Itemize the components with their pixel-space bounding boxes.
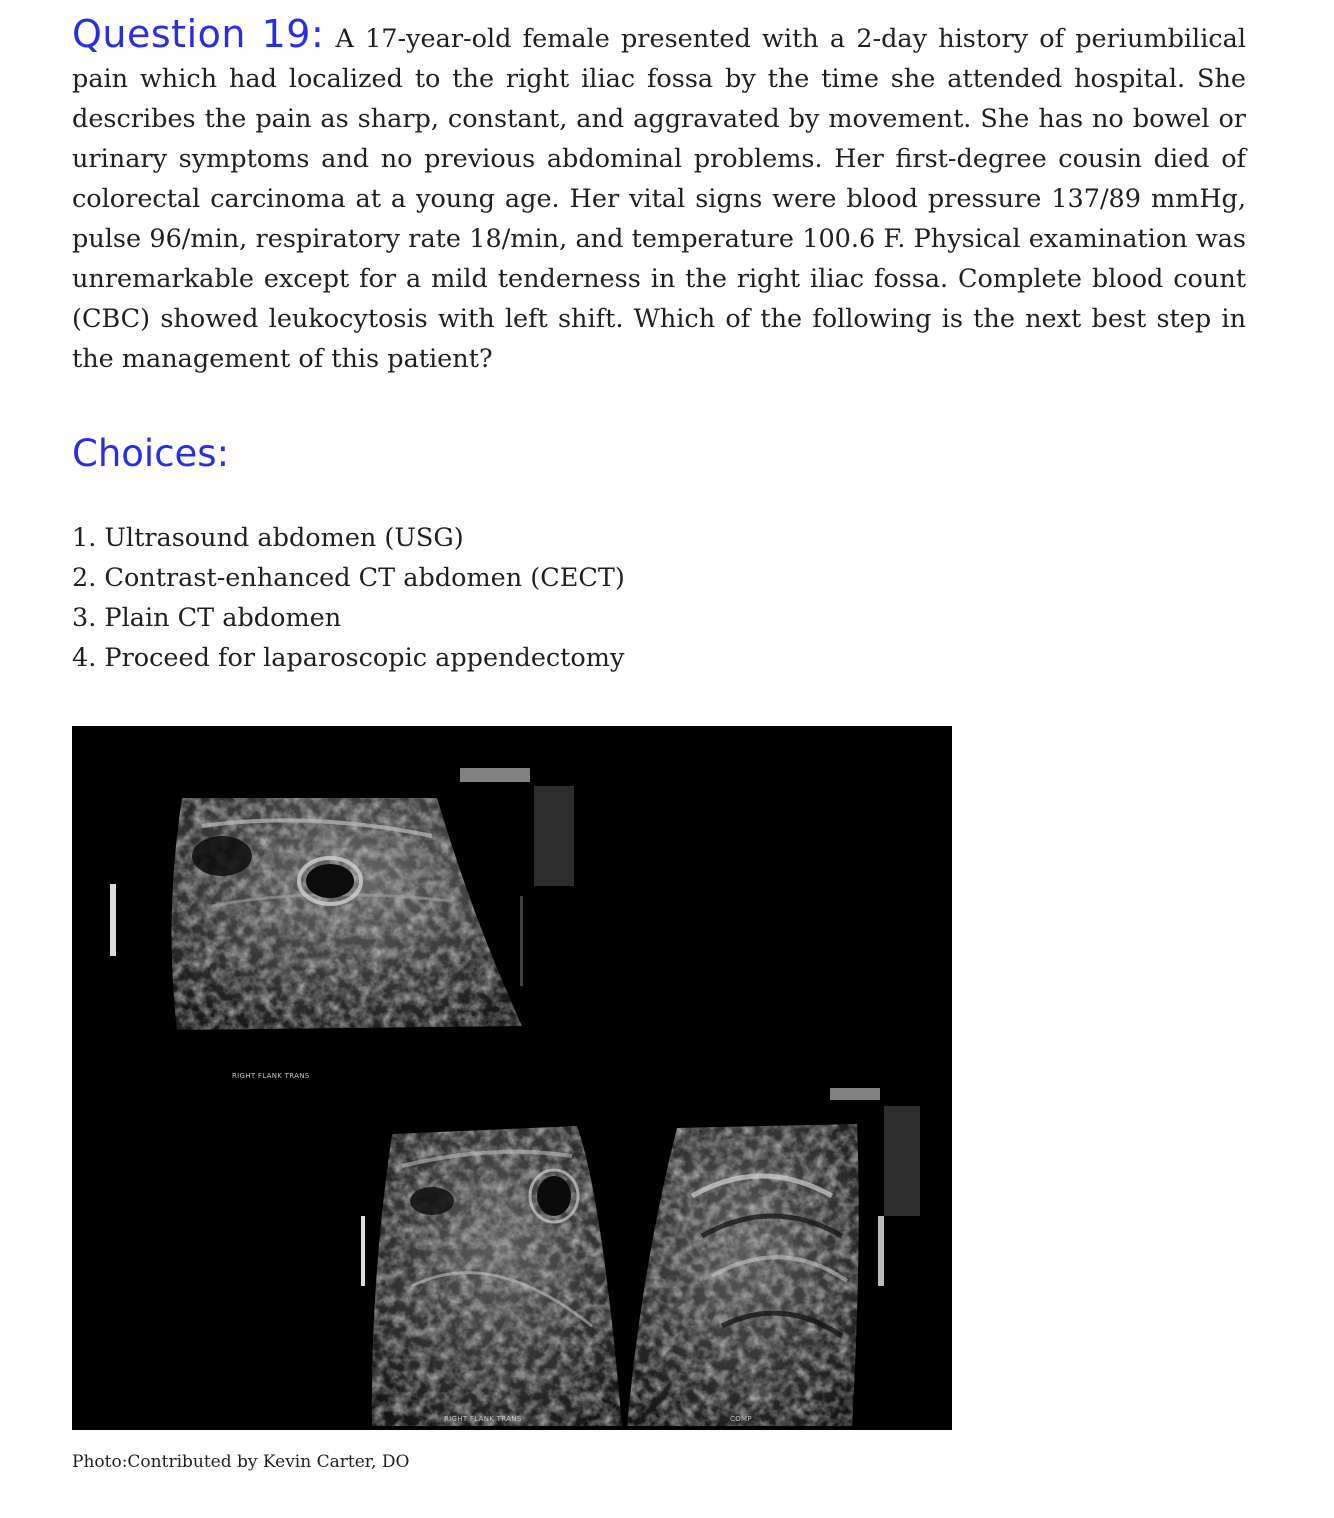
- panel-label-bottom-right: COMP: [730, 1415, 752, 1423]
- choices-list: [72, 518, 625, 678]
- panel-label-top: RIGHT FLANK TRANS: [232, 1072, 310, 1080]
- depth-scale-bar: [110, 884, 116, 956]
- question-paragraph: [72, 14, 1246, 379]
- choice-item[interactable]: 3. Plain CT abdomen: [72, 603, 342, 633]
- choice-item[interactable]: 2. Contrast-enhanced CT abdomen (CECT): [72, 563, 625, 593]
- question-page: [72, 12, 1246, 673]
- panel-label-bottom-left: RIGHT FLANK TRANS: [444, 1415, 522, 1423]
- choices-heading: Choices:: [72, 432, 230, 475]
- us-panel-bottom-left: [361, 1126, 622, 1426]
- question-text: A 17-year-old female presented with a 2-day history of periumbilical pain which had localized to the right iliac fossa by the time she attended hospital. She describes the pain as sharp, constant, and aggravated by movement. She has no bowel or urinary symptoms and no previous abdominal problems. Her first-degree cousin died of colorectal carcinoma at a young age. Her vital signs were blood pressure 137/89 mmHg, pulse 96/min, respiratory rate 18/min, and temperature 100.6 F. Physical examination was unremarkable except for a mild tenderness in the right iliac fossa. Complete blood count (CBC) showed leukocytosis with left shift. Which of the following is the next best step in the management of this patient?: [72, 24, 1246, 374]
- ultrasound-image: [72, 726, 952, 1430]
- photo-caption: Photo:Contributed by Kevin Carter, DO: [72, 1452, 410, 1472]
- ultrasound-figure: [72, 726, 952, 1430]
- choice-item[interactable]: 1. Ultrasound abdomen (USG): [72, 523, 464, 553]
- us-panel-top: [110, 798, 522, 1080]
- us-panel-bottom-right: [627, 1124, 859, 1426]
- question-label: Question 19:: [72, 12, 325, 56]
- choice-item[interactable]: 4. Proceed for laparoscopic appendectomy: [72, 643, 625, 673]
